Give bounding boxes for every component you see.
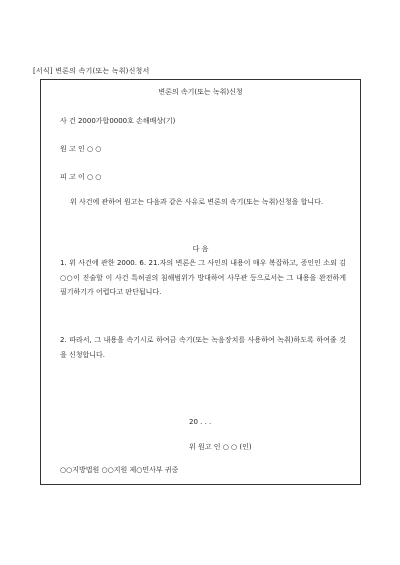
case-line: 사 건 2000가합0000호 손해배상(기) xyxy=(60,117,176,125)
plaintiff-line: 원 고 인 ○ ○ xyxy=(60,145,102,153)
signature-line: 위 원고 인 ○ ○ (인) xyxy=(189,443,252,451)
document-title: 변론의 속기(또는 녹취)신청 xyxy=(158,88,243,96)
intro-paragraph: 위 사건에 관하여 원고는 다음과 같은 사유로 변론의 속기(또는 녹취)신청을 합니다. xyxy=(70,198,324,206)
section-heading: 다 음 xyxy=(192,245,209,253)
document-frame xyxy=(40,79,361,485)
item-1-paragraph: 1. 위 사건에 관한 2000. 6. 21.자의 변론은 그 사인의 내용이 매우 복잡하고, 증인인 소외 김○○이 진술할 이 사건 특허권의 침해범위가 방대하여 사무관 등으로서는 그 내용을 완전하게 필기하기가 어렵다고 판단됩니다. xyxy=(60,259,346,296)
form-label: [서식] 변론의 속기(또는 녹취)신청서 xyxy=(33,67,150,75)
court-addressee: ○○지방법원 ○○지원 제○민사부 귀중 xyxy=(60,466,179,474)
item-2-paragraph: 2. 따라서, 그 내용을 속기시로 하여금 속기(또는 녹음장치를 사용하여 녹취)하도록 하여줄 것을 신청합니다. xyxy=(60,336,346,359)
date-line: 20 . . . xyxy=(189,418,212,426)
defendant-line: 피 고 이 ○ ○ xyxy=(60,173,102,181)
